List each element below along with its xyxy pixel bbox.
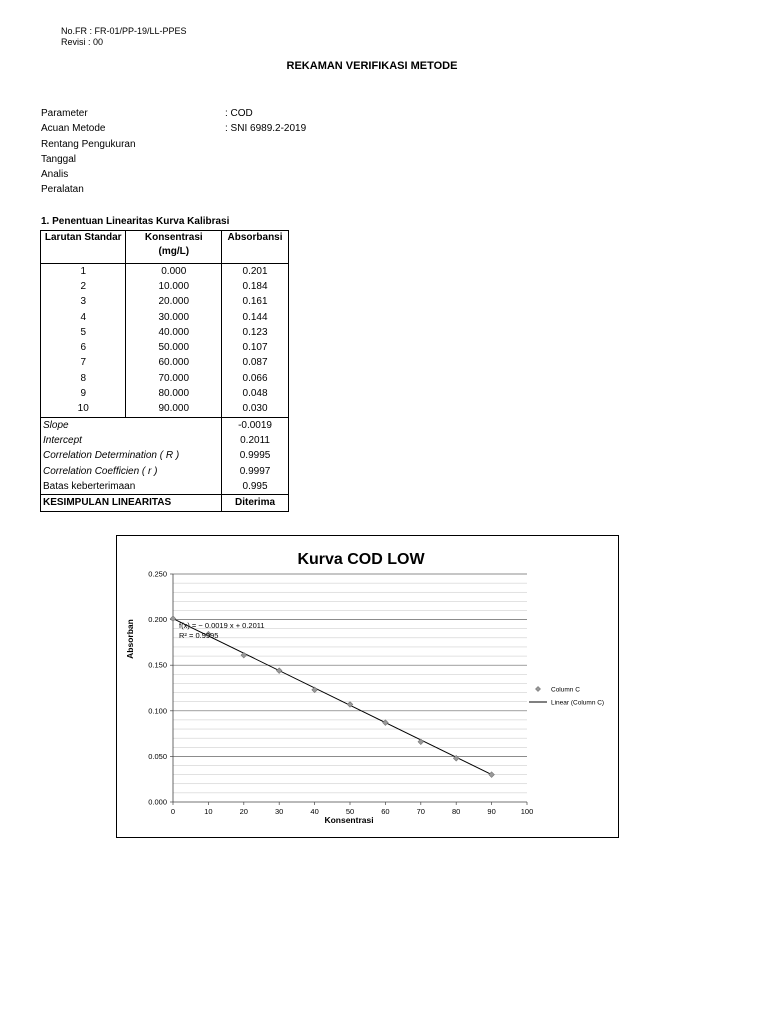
header-larutan: Larutan Standar bbox=[41, 231, 126, 264]
x-tick-label: 70 bbox=[416, 807, 425, 816]
x-tick-label: 30 bbox=[275, 807, 284, 816]
conclusion-value: Diterima bbox=[222, 495, 289, 511]
cell-absorbansi: 0.144 bbox=[222, 310, 289, 325]
cell-larutan: 7 bbox=[41, 356, 126, 371]
table-row bbox=[41, 295, 289, 310]
stat-value: 0.9995 bbox=[222, 449, 289, 464]
stat-row bbox=[41, 433, 289, 448]
table-header-row bbox=[41, 231, 289, 264]
x-tick-label: 40 bbox=[310, 807, 319, 816]
y-axis-label: Absorban bbox=[125, 619, 135, 659]
cell-larutan: 3 bbox=[41, 295, 126, 310]
stat-row bbox=[41, 417, 289, 433]
x-tick-label: 80 bbox=[452, 807, 461, 816]
table-row bbox=[41, 310, 289, 325]
x-tick-label: 90 bbox=[487, 807, 496, 816]
legend-marker-icon bbox=[536, 687, 541, 692]
data-point bbox=[241, 652, 247, 658]
data-point bbox=[170, 616, 176, 622]
y-tick-label: 0.050 bbox=[148, 751, 167, 761]
meta-label: Parameter bbox=[41, 108, 88, 119]
cell-konsentrasi: 90.000 bbox=[126, 402, 222, 418]
x-tick-label: 10 bbox=[204, 807, 213, 816]
cell-konsentrasi: 0.000 bbox=[126, 264, 222, 280]
cell-absorbansi: 0.048 bbox=[222, 386, 289, 401]
x-tick-label: 50 bbox=[345, 807, 355, 816]
cell-larutan: 2 bbox=[41, 279, 126, 294]
cell-konsentrasi: 10.000 bbox=[126, 279, 222, 294]
cell-absorbansi: 0.107 bbox=[222, 340, 289, 355]
cell-konsentrasi: 60.000 bbox=[126, 356, 222, 371]
chart-legend bbox=[529, 687, 604, 707]
data-point bbox=[312, 687, 318, 693]
cell-absorbansi: 0.184 bbox=[222, 279, 289, 294]
y-tick-label: 0.000 bbox=[148, 797, 167, 807]
table-body bbox=[41, 264, 289, 418]
trendline-group bbox=[173, 619, 492, 775]
cell-absorbansi: 0.123 bbox=[222, 325, 289, 340]
y-tick-label: 0.250 bbox=[148, 569, 167, 579]
stats-body bbox=[41, 417, 289, 494]
stat-value: 0.995 bbox=[222, 479, 289, 495]
legend-trendline-label: Linear (Column C) bbox=[551, 699, 605, 707]
cell-absorbansi: 0.066 bbox=[222, 371, 289, 386]
stat-row bbox=[41, 479, 289, 495]
chart-axes bbox=[173, 574, 527, 802]
cell-larutan: 1 bbox=[41, 264, 126, 280]
stat-label: Correlation Determination ( R ) bbox=[41, 449, 222, 464]
meta-label: Analis bbox=[41, 169, 69, 181]
cell-larutan: 6 bbox=[41, 340, 126, 355]
form-header bbox=[61, 26, 187, 48]
calibration-chart bbox=[117, 536, 618, 837]
linearity-table bbox=[40, 230, 289, 512]
y-axis-ticks bbox=[148, 570, 173, 807]
conclusion-row bbox=[41, 495, 289, 511]
cell-larutan: 5 bbox=[41, 325, 126, 340]
x-axis-label: Konsentrasi bbox=[324, 815, 374, 825]
data-point bbox=[276, 668, 282, 674]
meta-label: Acuan Metode bbox=[41, 123, 106, 135]
header-konsentrasi: Konsentrasi (mg/L) bbox=[126, 231, 222, 264]
cell-larutan: 8 bbox=[41, 371, 126, 386]
cell-konsentrasi: 30.000 bbox=[126, 310, 222, 325]
table-row bbox=[41, 340, 289, 355]
chart-container bbox=[116, 535, 619, 838]
cell-larutan: 10 bbox=[41, 402, 126, 418]
header-absorbansi: Absorbansi bbox=[222, 231, 289, 264]
data-point bbox=[489, 772, 495, 778]
table-row bbox=[41, 386, 289, 401]
table-row bbox=[41, 402, 289, 418]
legend-series-label: Column C bbox=[551, 686, 580, 694]
cell-konsentrasi: 70.000 bbox=[126, 371, 222, 386]
x-tick-label: 100 bbox=[520, 807, 534, 816]
y-tick-label: 0.150 bbox=[148, 660, 167, 670]
table-row bbox=[41, 325, 289, 340]
meta-label: Tanggal bbox=[41, 153, 77, 165]
cell-konsentrasi: 80.000 bbox=[126, 386, 222, 401]
chart-gridlines bbox=[173, 574, 527, 793]
document-title: REKAMAN VERIFIKASI METODE bbox=[286, 60, 458, 72]
y-tick-label: 0.100 bbox=[148, 706, 167, 716]
y-tick-label: 0.200 bbox=[148, 615, 167, 625]
x-tick-label: 20 bbox=[239, 807, 248, 816]
cell-konsentrasi: 20.000 bbox=[126, 295, 222, 310]
stat-label: Batas keberterimaan bbox=[41, 479, 222, 495]
cell-absorbansi: 0.030 bbox=[222, 402, 289, 418]
stat-value: -0.0019 bbox=[222, 417, 289, 433]
stat-value: 0.9997 bbox=[222, 464, 289, 479]
cell-konsentrasi: 40.000 bbox=[126, 325, 222, 340]
revision-number: Revisi : 00 bbox=[61, 37, 104, 47]
chart-title: Kurva COD LOW bbox=[297, 551, 425, 568]
meta-label: Rentang Pengukuran bbox=[41, 138, 136, 150]
trendline bbox=[173, 619, 492, 775]
x-axis-ticks bbox=[171, 802, 533, 816]
stat-label: Slope bbox=[41, 417, 222, 433]
equation-annotation: f(x) = − 0.0019 x + 0.2011 bbox=[179, 621, 265, 630]
data-point bbox=[418, 739, 424, 745]
table-row bbox=[41, 371, 289, 386]
x-tick-label: 60 bbox=[381, 807, 390, 816]
table-row bbox=[41, 264, 289, 280]
cell-larutan: 4 bbox=[41, 310, 126, 325]
x-tick-label: 0 bbox=[170, 807, 176, 816]
stat-row bbox=[41, 449, 289, 464]
cell-konsentrasi: 50.000 bbox=[126, 340, 222, 355]
form-number: No.FR : FR-01/PP-19/LL-PPES bbox=[61, 26, 187, 36]
stat-row bbox=[41, 464, 289, 479]
cell-larutan: 9 bbox=[41, 386, 126, 401]
meta-value: : COD bbox=[225, 108, 253, 119]
stat-label: Intercept bbox=[41, 433, 222, 448]
table-row bbox=[41, 356, 289, 371]
stat-value: 0.2011 bbox=[222, 433, 289, 448]
cell-absorbansi: 0.161 bbox=[222, 295, 289, 310]
stat-label: Correlation Coefficien ( r ) bbox=[41, 464, 222, 479]
table-row bbox=[41, 279, 289, 294]
cell-absorbansi: 0.087 bbox=[222, 356, 289, 371]
cell-absorbansi: 0.201 bbox=[222, 264, 289, 280]
conclusion-label: KESIMPULAN LINEARITAS bbox=[41, 495, 222, 511]
section-title: 1. Penentuan Linearitas Kurva Kalibrasi bbox=[41, 216, 230, 227]
meta-value: : SNI 6989.2-2019 bbox=[225, 123, 307, 135]
meta-label: Peralatan bbox=[41, 184, 84, 196]
r-squared-annotation: R² = 0.9995 bbox=[179, 631, 219, 640]
data-point bbox=[383, 720, 389, 726]
